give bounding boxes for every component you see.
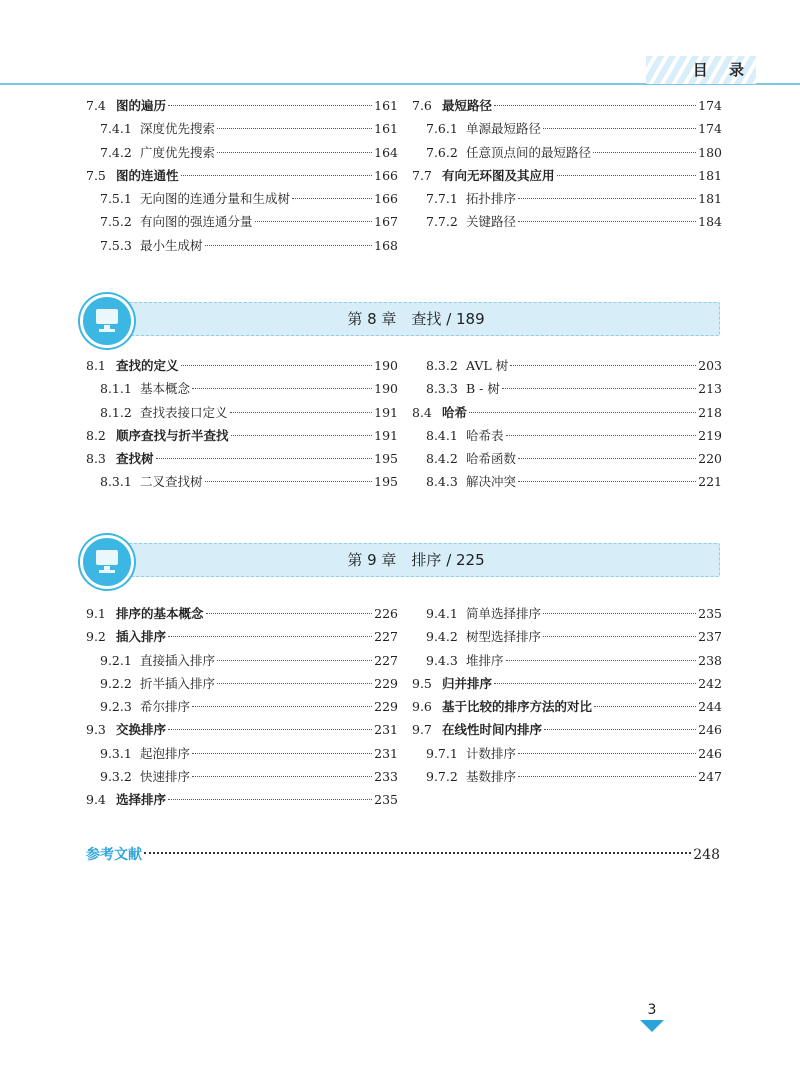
dot-leader <box>192 706 372 707</box>
toc-subsection-entry[interactable] <box>412 447 722 470</box>
entry-number: 8.1.1 <box>100 381 132 397</box>
toc-section-entry[interactable] <box>86 788 398 811</box>
dot-leader <box>231 435 373 436</box>
entry-number: 8.1.2 <box>100 404 132 420</box>
dot-leader <box>156 458 373 459</box>
entry-number: 9.7.1 <box>426 745 458 761</box>
toc-entry-references[interactable] <box>86 843 720 867</box>
entry-page: 219 <box>698 427 722 443</box>
dot-leader <box>494 105 696 106</box>
entry-title: 简单选择排序 <box>466 606 542 621</box>
dot-leader <box>181 365 373 366</box>
entry-title: 关键路径 <box>466 214 517 230</box>
entry-number: 9.5 <box>412 675 432 691</box>
toc-subsection-entry[interactable] <box>412 187 722 210</box>
entry-number: 8.3.3 <box>426 381 458 397</box>
entry-title: 起泡排序 <box>140 745 191 761</box>
entry-page: 181 <box>698 167 722 183</box>
toc-subsection-entry[interactable] <box>86 401 398 424</box>
entry-title: 基于比较的排序方法的对比 <box>442 699 593 715</box>
toc-block-chapter7 <box>86 94 720 264</box>
entry-page: 229 <box>374 699 398 715</box>
entry-number: 9.2.2 <box>100 675 132 691</box>
toc-section-entry[interactable] <box>412 672 722 695</box>
toc-subsection-entry[interactable] <box>412 470 722 493</box>
entry-number: 7.4.1 <box>100 121 132 137</box>
entry-title: 单源最短路径 <box>466 121 542 137</box>
entry-title: 折半插入排序 <box>140 675 216 691</box>
entry-page: 195 <box>374 451 398 467</box>
dot-leader <box>518 753 696 754</box>
entry-title: 直接插入排序 <box>140 652 216 668</box>
entry-number: 9.3 <box>86 722 106 738</box>
dot-leader <box>217 683 372 684</box>
entry-page: 181 <box>698 191 722 207</box>
dot-leader <box>181 175 373 176</box>
entry-page: 231 <box>374 722 398 738</box>
entry-page: 190 <box>374 381 398 397</box>
entry-number: 9.4 <box>86 792 106 808</box>
toc-column-left <box>86 602 398 812</box>
dot-leader <box>518 776 696 777</box>
entry-number: 7.5.1 <box>100 191 132 207</box>
entry-number: 7.5.3 <box>100 237 132 253</box>
toc-subsection-entry[interactable] <box>412 141 722 164</box>
toc-subsection-entry[interactable] <box>412 625 722 648</box>
entry-page: 161 <box>374 98 398 113</box>
entry-page: 238 <box>698 652 722 668</box>
entry-page: 174 <box>698 121 722 137</box>
dot-leader <box>230 412 373 413</box>
dot-leader <box>494 683 696 684</box>
dot-leader <box>192 388 372 389</box>
entry-number: 8.3 <box>86 451 106 467</box>
entry-page: 164 <box>374 144 398 160</box>
entry-page: 235 <box>698 606 722 621</box>
entry-title: 基本概念 <box>140 381 191 397</box>
toc-section-entry[interactable] <box>86 424 398 447</box>
entry-page: 220 <box>698 451 722 467</box>
entry-number: 9.6 <box>412 699 432 715</box>
entry-title: 最小生成树 <box>140 237 203 253</box>
dot-leader <box>510 365 696 366</box>
entry-title: 广度优先搜索 <box>140 144 216 160</box>
dot-leader <box>205 245 373 246</box>
toc-subsection-entry[interactable] <box>86 141 398 164</box>
entry-number: 9.7 <box>412 722 432 738</box>
dot-leader <box>168 105 372 106</box>
entry-number: 7.4 <box>86 98 106 113</box>
entry-number: 7.5.2 <box>100 214 132 230</box>
toc-section-entry[interactable] <box>86 164 398 187</box>
dot-leader <box>144 852 691 854</box>
toc-section-entry[interactable] <box>86 625 398 648</box>
entry-title: 归并排序 <box>442 675 493 691</box>
dot-leader <box>292 198 372 199</box>
entry-title: 基数排序 <box>466 769 517 785</box>
entry-title: 哈希表 <box>466 427 504 443</box>
entry-number: 7.7.1 <box>426 191 458 207</box>
toc-subsection-entry[interactable] <box>86 210 398 233</box>
entry-title: 有向无环图及其应用 <box>442 167 555 183</box>
entry-page: 191 <box>374 404 398 420</box>
dot-leader <box>506 660 697 661</box>
dot-leader <box>593 152 696 153</box>
entry-title: 图的遍历 <box>116 98 167 113</box>
dot-leader <box>506 435 697 436</box>
computer-icon <box>80 535 134 589</box>
entry-number: 9.2 <box>86 629 106 645</box>
entry-page: 244 <box>698 699 722 715</box>
entry-title: 选择排序 <box>116 792 167 808</box>
dot-leader <box>205 481 373 482</box>
entry-page: 235 <box>374 792 398 808</box>
toc-section-entry[interactable] <box>86 354 398 377</box>
entry-number: 7.6.1 <box>426 121 458 137</box>
dot-leader <box>543 636 696 637</box>
entry-page: 237 <box>698 629 722 645</box>
entry-number: 8.4.1 <box>426 427 458 443</box>
entry-title: 解决冲突 <box>466 474 517 490</box>
entry-page: 195 <box>374 474 398 490</box>
dot-leader <box>518 481 696 482</box>
entry-number: 8.4.2 <box>426 451 458 467</box>
entry-number: 7.4.2 <box>100 144 132 160</box>
entry-title: 计数排序 <box>466 745 517 761</box>
dot-leader <box>217 152 372 153</box>
entry-page: 246 <box>698 745 722 761</box>
toc-section-entry[interactable] <box>86 94 398 117</box>
chapter-9-title: 第 9 章 排序 / 225 <box>347 551 485 569</box>
entry-page: 166 <box>374 167 398 183</box>
dot-leader <box>206 613 373 614</box>
entry-page: 190 <box>374 358 398 373</box>
toc-column-left <box>86 354 398 494</box>
entry-title: 最短路径 <box>442 98 493 113</box>
entry-page: 227 <box>374 652 398 668</box>
entry-number: 8.3.2 <box>426 358 458 373</box>
toc-block-chapter8 <box>86 354 720 499</box>
entry-title: B - 树 <box>466 381 500 397</box>
entry-title: 顺序查找与折半查找 <box>116 427 229 443</box>
entry-page: 242 <box>698 675 722 691</box>
entry-title: 希尔排序 <box>140 699 191 715</box>
chapter-9-banner[interactable] <box>80 539 720 579</box>
dot-leader <box>557 175 697 176</box>
dot-leader <box>217 660 372 661</box>
toc-subsection-entry[interactable] <box>86 672 398 695</box>
entry-page: 227 <box>374 629 398 645</box>
entry-title: 查找的定义 <box>116 358 179 373</box>
toc-subsection-entry[interactable] <box>412 210 722 233</box>
toc-subsection-entry[interactable] <box>412 765 722 788</box>
entry-page: 221 <box>698 474 722 490</box>
entry-page: 180 <box>698 144 722 160</box>
entry-title: 树型选择排序 <box>466 629 542 645</box>
entry-page: 233 <box>374 769 398 785</box>
entry-title: 堆排序 <box>466 652 504 668</box>
entry-number: 7.7.2 <box>426 214 458 230</box>
entry-title: 查找表接口定义 <box>140 404 228 420</box>
chapter-8-title: 第 8 章 查找 / 189 <box>347 310 485 328</box>
toc-section-entry[interactable] <box>412 401 722 424</box>
toc-subsection-entry[interactable] <box>86 742 398 765</box>
entry-title: 排序的基本概念 <box>116 606 204 621</box>
toc-subsection-entry[interactable] <box>86 377 398 400</box>
toc-column-right <box>412 354 722 494</box>
toc-column-left <box>86 94 398 257</box>
entry-title: 哈希 <box>442 404 468 420</box>
entry-number: 7.6.2 <box>426 144 458 160</box>
entry-number: 8.2 <box>86 427 106 443</box>
entry-number: 9.3.1 <box>100 745 132 761</box>
entry-number: 9.4.1 <box>426 606 458 621</box>
toc-subsection-entry[interactable] <box>86 470 398 493</box>
dot-leader <box>192 753 372 754</box>
dot-leader <box>518 198 696 199</box>
entry-title: 插入排序 <box>116 629 167 645</box>
toc-subsection-entry[interactable] <box>86 117 398 140</box>
entry-page: 168 <box>374 237 398 253</box>
toc-section-entry[interactable] <box>86 447 398 470</box>
dot-leader <box>518 221 696 222</box>
chapter-8-box <box>112 302 720 336</box>
toc-subsection-entry[interactable] <box>412 649 722 672</box>
entry-number: 9.4.3 <box>426 652 458 668</box>
dot-leader <box>469 412 696 413</box>
toc-subsection-entry[interactable] <box>412 424 722 447</box>
page-header <box>0 56 800 90</box>
entry-title: 二叉查找树 <box>140 474 203 490</box>
entry-title: 查找树 <box>116 451 154 467</box>
entry-number: 7.6 <box>412 98 432 113</box>
dot-leader <box>168 636 372 637</box>
entry-page: 218 <box>698 404 722 420</box>
entry-title: 图的连通性 <box>116 167 179 183</box>
toc-section-entry[interactable] <box>412 94 722 117</box>
dot-leader <box>217 128 372 129</box>
entry-title: 在线性时间内排序 <box>442 722 543 738</box>
entry-page: 167 <box>374 214 398 230</box>
entry-page: 203 <box>698 358 722 373</box>
entry-number: 8.4.3 <box>426 474 458 490</box>
toc-subsection-entry[interactable] <box>86 187 398 210</box>
toc-subsection-entry[interactable] <box>86 649 398 672</box>
dot-leader <box>594 706 696 707</box>
toc-section-entry[interactable] <box>412 164 722 187</box>
entry-title: 任意顶点间的最短路径 <box>466 144 592 160</box>
toc-subsection-entry[interactable] <box>412 354 722 377</box>
references-page: 248 <box>693 847 720 863</box>
computer-icon <box>80 294 134 348</box>
toc-section-entry[interactable] <box>86 718 398 741</box>
entry-title: 交换排序 <box>116 722 167 738</box>
toc-block-chapter9 <box>86 602 720 817</box>
entry-number: 8.1 <box>86 358 106 373</box>
entry-page: 213 <box>698 381 722 397</box>
entry-title: 哈希函数 <box>466 451 517 467</box>
dot-leader <box>502 388 696 389</box>
dot-leader <box>543 128 696 129</box>
entry-page: 246 <box>698 722 722 738</box>
entry-page: 184 <box>698 214 722 230</box>
entry-number: 7.5 <box>86 167 106 183</box>
toc-section-entry[interactable] <box>86 602 398 625</box>
entry-title: 拓扑排序 <box>466 191 517 207</box>
entry-title: AVL 树 <box>466 358 509 373</box>
entry-number: 9.4.2 <box>426 629 458 645</box>
entry-number: 9.2.1 <box>100 652 132 668</box>
entry-page: 229 <box>374 675 398 691</box>
toc-subsection-entry[interactable] <box>86 234 398 257</box>
toc-column-right <box>412 94 722 234</box>
dot-leader <box>192 776 372 777</box>
chapter-9-box <box>112 543 720 577</box>
entry-page: 247 <box>698 769 722 785</box>
dot-leader <box>168 799 372 800</box>
toc-column-right <box>412 602 722 788</box>
toc-subsection-entry[interactable] <box>412 117 722 140</box>
entry-page: 191 <box>374 427 398 443</box>
entry-page: 231 <box>374 745 398 761</box>
entry-number: 8.4 <box>412 404 432 420</box>
header-title: 目 录 <box>692 61 752 79</box>
toc-section-entry[interactable] <box>412 718 722 741</box>
chapter-8-banner[interactable] <box>80 298 720 338</box>
entry-title: 有向图的强连通分量 <box>140 214 253 230</box>
entry-number: 9.3.2 <box>100 769 132 785</box>
entry-page: 166 <box>374 191 398 207</box>
entry-title: 深度优先搜索 <box>140 121 216 137</box>
entry-title: 快速排序 <box>140 769 191 785</box>
entry-number: 7.7 <box>412 167 432 183</box>
page-arrow-icon <box>640 1020 664 1032</box>
entry-number: 9.1 <box>86 606 106 621</box>
toc-subsection-entry[interactable] <box>86 695 398 718</box>
dot-leader <box>518 458 696 459</box>
dot-leader <box>255 221 373 222</box>
dot-leader <box>543 613 696 614</box>
entry-number: 9.2.3 <box>100 699 132 715</box>
entry-number: 9.7.2 <box>426 769 458 785</box>
dot-leader <box>544 729 696 730</box>
entry-title: 无向图的连通分量和生成树 <box>140 191 291 207</box>
toc-subsection-entry[interactable] <box>412 742 722 765</box>
entry-page: 174 <box>698 98 722 113</box>
dot-leader <box>168 729 372 730</box>
entry-number: 8.3.1 <box>100 474 132 490</box>
references-title: 参考文献 <box>86 847 142 863</box>
toc-subsection-entry[interactable] <box>412 602 722 625</box>
toc-subsection-entry[interactable] <box>412 377 722 400</box>
entry-page: 226 <box>374 606 398 621</box>
toc-subsection-entry[interactable] <box>86 765 398 788</box>
entry-page: 161 <box>374 121 398 137</box>
toc-section-entry[interactable] <box>412 695 722 718</box>
page-number: 3 <box>647 1002 657 1018</box>
